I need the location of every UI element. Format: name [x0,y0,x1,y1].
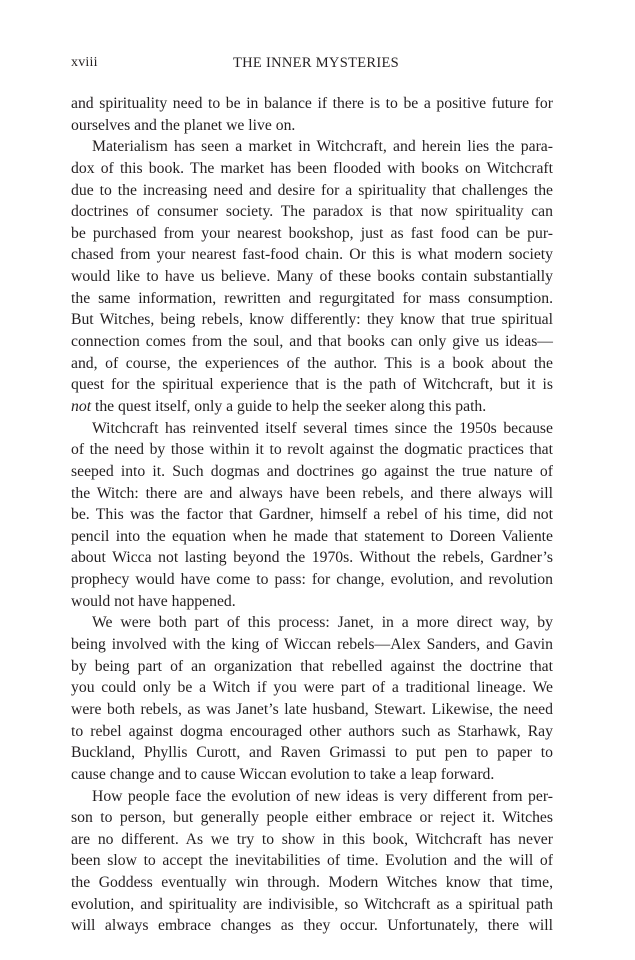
text-line: But Witches, being rebels, know differently: they know that true spiritual [71,311,553,329]
text-line: be. This was the factor that Gardner, himself a rebel of his time, did not [71,506,553,524]
book-page [71,52,553,937]
text-line: to rebel against dogma encouraged other authors such as Starhawk, Ray [71,722,553,740]
text-line: would like to have us believe. Many of these books contain substantially [71,268,553,286]
text-line: will always embrace changes as they occur. Unfortunately, there will [71,917,553,935]
text-line: chased from your nearest fast-food chain. Or this is what modern society [71,246,553,264]
text-line [71,396,553,418]
running-title: THE INNER MYSTERIES [233,55,399,71]
text-line: be purchased from your nearest bookshop, just as fast food can be pur- [71,224,553,242]
text-line: son to person, but generally people either embrace or reject it. Witches [71,809,553,827]
text-line: and spirituality need to be in balance if there is to be a positive future for [71,95,553,112]
text-line: being involved with the king of Wiccan rebels—Alex Sanders, and Gavin [71,636,553,654]
text-line: the Witch: there are and always have been rebels, and there always will [71,484,553,502]
paragraph-reinvention [71,418,553,613]
text-line: ourselves and the planet we live on. [71,116,296,134]
paragraph-materialism [71,136,553,417]
running-head [71,52,553,74]
text-line: cause change and to cause Wiccan evolution to take a leap forward. [71,765,495,783]
text-line: the Goddess eventually win through. Modern Witches know that time, [71,874,553,892]
emphasis-text: not [71,397,92,415]
page-number: xviii [71,55,98,70]
text-line: about Wicca not lasting beyond the 1970s. Without the rebels, Gardner’s [71,549,553,567]
body-text [71,93,553,937]
text-line: of the need by those within it to revolt against the dogmatic practices that [71,441,553,459]
text-line: We were both part of this process: Janet, in a more direct way, by [92,614,553,632]
text-line: by being part of an organization that rebelled against the doctrine that [71,657,553,675]
text-line: Witchcraft has reinvented itself several times since the 1950s because [92,419,553,437]
text-line: Materialism has seen a market in Witchcraft, and herein lies the para- [92,138,553,156]
text-line: Buckland, Phyllis Curott, and Raven Grimassi to put pen to paper to [71,744,553,762]
text-line: the same information, rewritten and regurgitated for mass consumption. [71,289,553,307]
text-line: doctrines of consumer society. The paradox is that now spirituality can [71,203,553,221]
text-line: pencil into the equation when he made that statement to Doreen Valiente [71,527,553,545]
text-fragment: the quest itself, only a guide to help the seeker along this path. [91,397,487,415]
paragraph-continuation [71,93,553,136]
text-line: seeped into it. Such dogmas and doctrines go against the true nature of [71,462,553,480]
text-line: prophecy would have come to pass: for change, evolution, and revolution [71,571,553,589]
text-line: due to the increasing need and desire for a spirituality that challenges the [71,181,553,199]
text-line: evolution, and spirituality are indivisible, so Witchcraft as a spiritual path [71,895,553,913]
text-line: and, of course, the experiences of the author. This is a book about the [71,354,553,372]
text-line: you could only be a Witch if you were part of a traditional lineage. We [71,679,553,697]
text-line: are no different. As we try to show in this book, Witchcraft has never [71,830,553,848]
text-line: dox of this book. The market has been flooded with books on Witchcraft [71,159,553,177]
text-line: would not have happened. [71,592,236,610]
text-line: been slow to accept the inevitabilities of time. Evolution and the will of [71,852,553,870]
paragraph-process [71,612,553,785]
text-line: How people face the evolution of new ideas is very different from per- [92,787,553,805]
text-line: were both rebels, as was Janet’s late husband, Stewart. Likewise, the need [71,700,553,718]
text-line: connection comes from the soul, and that books can only give us ideas— [71,333,553,351]
text-line: quest for the spiritual experience that is the path of Witchcraft, but it is [71,376,553,394]
paragraph-evolution [71,786,553,937]
